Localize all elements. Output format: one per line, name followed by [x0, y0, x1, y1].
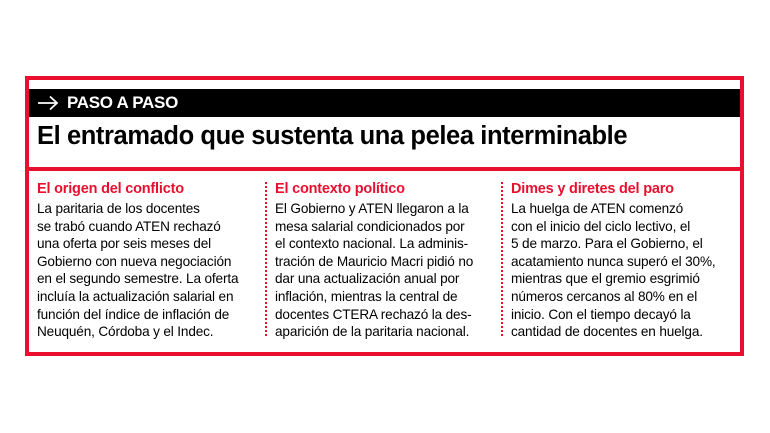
box-title: El entramado que sustenta una pelea interminable — [37, 122, 628, 150]
column-body: La huelga de ATEN comenzó con el inicio del ciclo lectivo, el 5 de marzo. Para el Gobierno, el acatamiento nunca superó el 30%, mientras que el gremio esgrimió números cercanos al 80% en el inicio. Con el tiempo decayó la cantidad de docentes en huelga. — [511, 201, 716, 340]
column-separator — [501, 182, 503, 336]
column-paro — [511, 180, 736, 340]
column-heading: El origen del conflicto — [37, 181, 184, 197]
title-divider — [25, 167, 744, 171]
column-body: El Gobierno y ATEN llegaron a la mesa salarial condicionados por el contexto nacional. La adminis- tración de Mauricio Macri pidió no dar una actualización anual por inflación, mientras la central de docentes CTERA rechazó la des- aparición de la paritaria nacional. — [275, 201, 474, 340]
arrow-right-icon — [37, 93, 59, 113]
info-box — [25, 76, 744, 356]
kicker-label: PASO A PASO — [67, 93, 178, 112]
column-separator — [265, 182, 267, 336]
column-heading: Dimes y diretes del paro — [511, 181, 674, 197]
column-contexto — [275, 180, 500, 340]
column-heading: El contexto político — [275, 181, 405, 197]
column-body: La paritaria de los docentes se trabó cuando ATEN rechazó una oferta por seis meses del Gobierno con nueva negociación en el segundo semestre. La oferta incluía la actualización salarial en función del índice de inflación de Neuquén, Córdoba y el Indec. — [37, 201, 239, 340]
kicker-bar — [29, 89, 740, 117]
column-origen — [37, 180, 262, 340]
